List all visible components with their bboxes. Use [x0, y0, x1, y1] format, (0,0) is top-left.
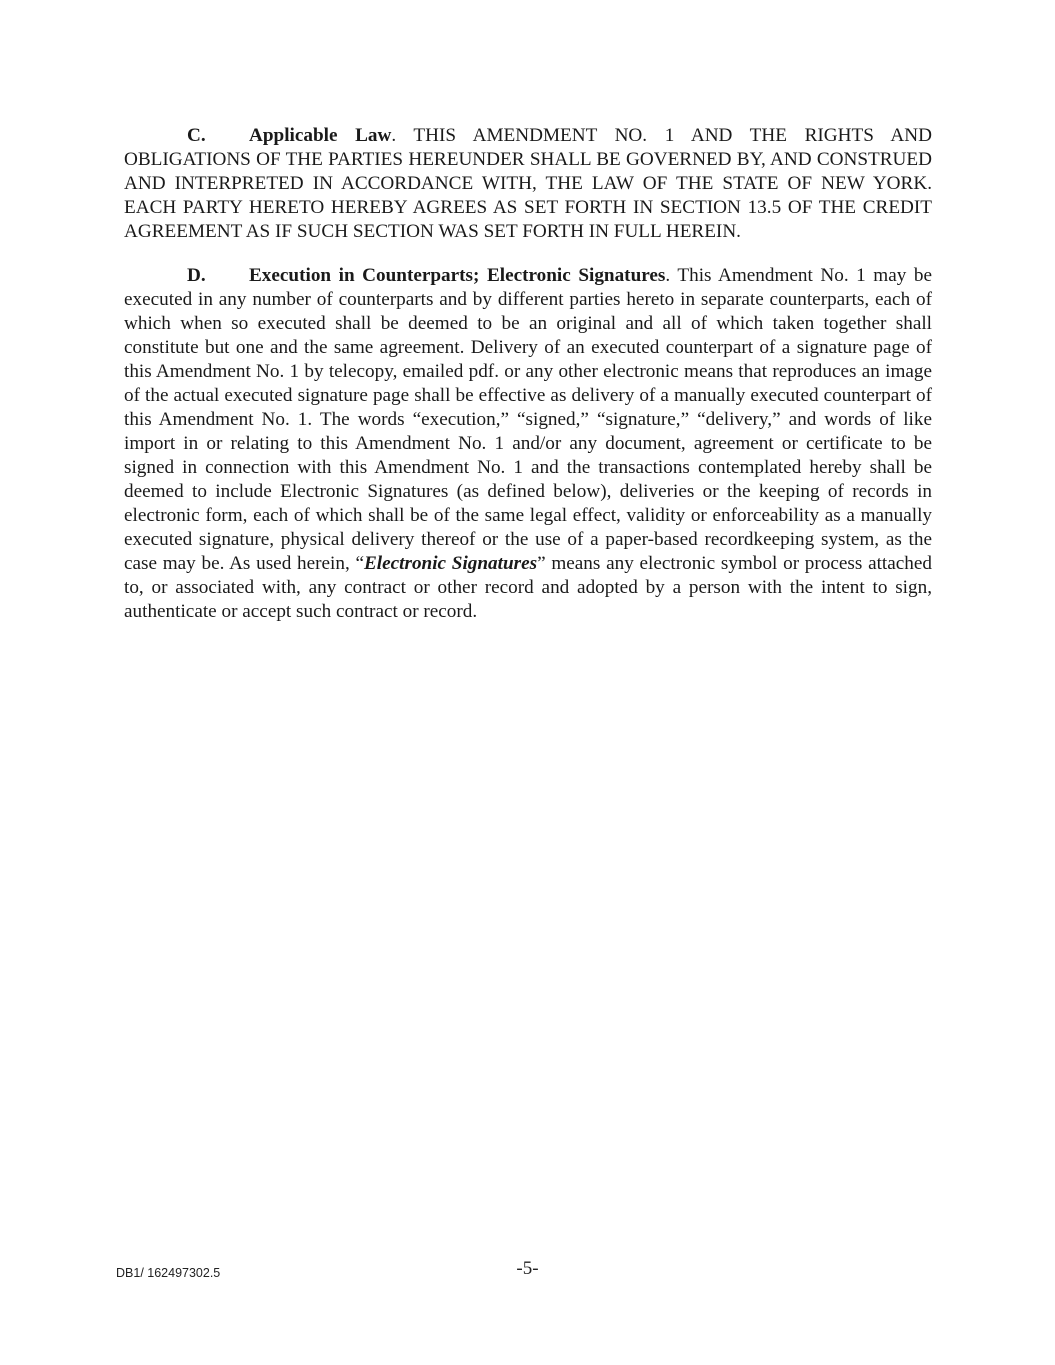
section-d-letter: D. [187, 265, 206, 286]
defined-term-electronic-signatures: Electronic Signatures [364, 553, 538, 574]
section-c-letter: C. [187, 125, 206, 146]
section-d-text-after: ” means any electronic symbol or process attached to, or associated with, any contract or other record and adopted by a person with the intent to sign, authenticate or accept such contract or record. [124, 553, 932, 622]
section-c-text: THIS AMENDMENT NO. 1 AND THE RIGHTS AND OBLIGATIONS OF THE PARTIES HEREUNDER SHALL BE GOVERNED BY, AND CONSTRUED AND INTERPRETED IN ACCORDANCE WITH, THE LAW OF THE STATE OF NEW YORK. EACH PARTY HERETO HEREBY AGREES AS SET FORTH IN SECTION 13.5 OF THE CREDIT AGREEMENT AS IF SUCH SECTION WAS SET FORTH IN FULL HEREIN. [124, 125, 932, 242]
page-number: -5- [516, 1258, 539, 1279]
section-c-paragraph [124, 124, 932, 244]
section-d-title: Execution in Counterparts; Electronic Signatures [249, 265, 666, 286]
section-c-title: Applicable Law [249, 125, 392, 146]
section-c-title-period: . [391, 125, 397, 146]
document-body [124, 124, 932, 624]
document-id-footer: DB1/ 162497302.5 [116, 1266, 221, 1280]
section-d-title-period: . [665, 265, 671, 286]
section-d-paragraph [124, 264, 932, 624]
section-d-text-before: This Amendment No. 1 may be executed in any number of counterparts and by different parties hereto in separate counterparts, each of which when so executed shall be deemed to be an original and all of which taken together shall constitute but one and the same agreement. Delivery of an executed counterpart of a signature page of this Amendment No. 1 by telecopy, emailed pdf. or any other electronic means that reproduces an image of the actual executed signature page shall be effective as delivery of a manually executed counterpart of this Amendment No. 1. The words “execution,” “signed,” “signature,” “delivery,” and words of like import in or relating to this Amendment No. 1 and/or any document, agreement or certificate to be signed in connection with this Amendment No. 1 and the transactions contemplated hereby shall be deemed to include Electronic Signatures (as defined below), deliveries or the keeping of records in electronic form, each of which shall be of the same legal effect, validity or enforceability as a manually executed signature, physical delivery thereof or the use of a paper-based recordkeeping system, as the case may be. As used herein, “ [124, 265, 932, 574]
